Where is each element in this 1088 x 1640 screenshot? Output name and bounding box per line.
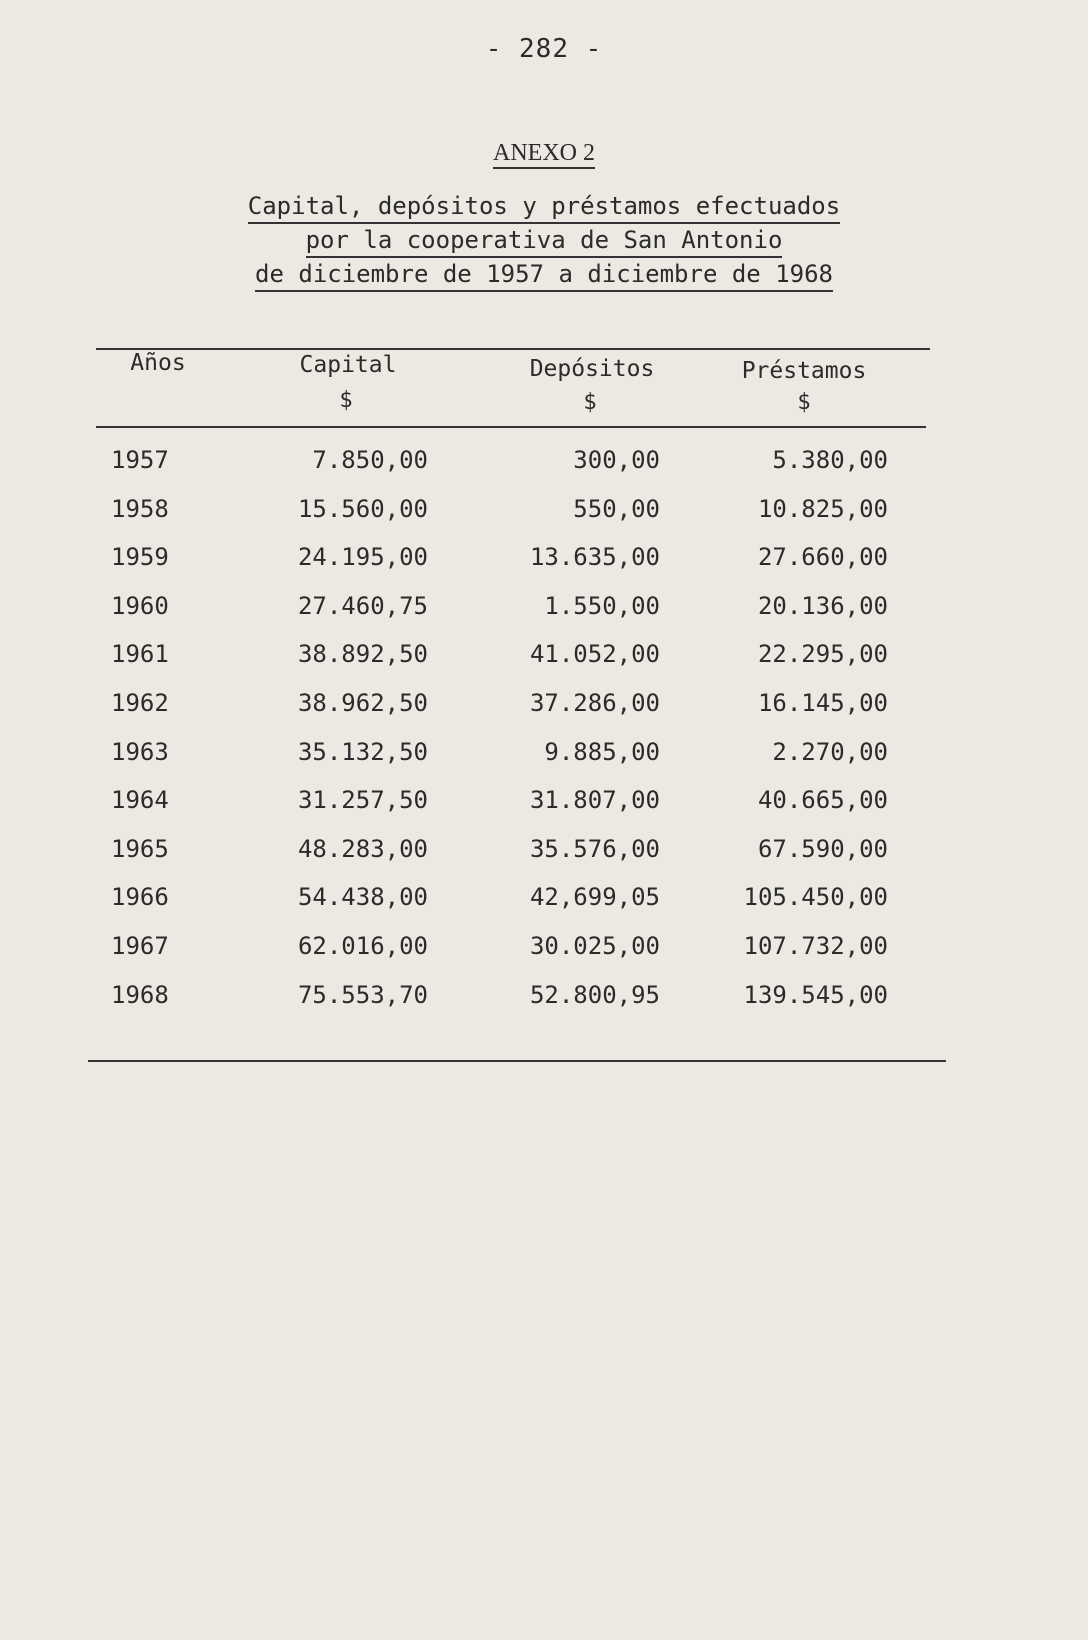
capital-cell: 38.962,50 (297, 688, 428, 717)
year-cell: 1963 (111, 737, 169, 766)
column-header-depositos: Depósitos (529, 356, 655, 382)
depositos-cell: 37.286,00 (529, 688, 660, 717)
depositos-cell: 1.550,00 (544, 591, 660, 620)
table-row (0, 640, 1088, 689)
year-cell: 1962 (111, 688, 169, 717)
depositos-cell: 550,00 (573, 494, 660, 523)
prestamos-cell: 16.145,00 (757, 688, 888, 717)
table-row (0, 738, 1088, 787)
prestamos-cell: 5.380,00 (772, 446, 888, 474)
table-bottom-rule (88, 1060, 946, 1062)
year-cell: 1966 (111, 883, 169, 912)
column-unit-capital: $ (339, 388, 353, 413)
capital-cell: 31.257,50 (297, 786, 428, 815)
table-row (0, 835, 1088, 884)
depositos-cell: 9.885,00 (544, 737, 660, 766)
page-number: - 282 - (485, 34, 603, 64)
prestamos-cell: 20.136,00 (757, 591, 888, 620)
depositos-cell: 300,00 (573, 446, 660, 474)
depositos-cell: 42,699,05 (529, 883, 660, 912)
column-unit-depositos: $ (583, 390, 597, 415)
capital-cell: 75.553,70 (297, 980, 428, 1009)
prestamos-cell: 107.732,00 (743, 931, 888, 960)
prestamos-cell: 105.450,00 (743, 883, 888, 912)
annex-title-text: ANEXO 2 (493, 140, 595, 169)
depositos-cell: 41.052,00 (529, 640, 660, 669)
table-row (0, 543, 1088, 592)
capital-cell: 62.016,00 (297, 931, 428, 960)
table-body (0, 446, 1088, 1029)
year-cell: 1967 (111, 931, 169, 960)
prestamos-cell: 27.660,00 (757, 543, 888, 572)
table-row (0, 592, 1088, 641)
table-row (0, 981, 1088, 1030)
depositos-cell: 35.576,00 (529, 834, 660, 863)
year-cell: 1959 (111, 543, 169, 572)
column-header-prestamos: Préstamos (741, 358, 867, 384)
year-cell: 1958 (111, 494, 169, 523)
year-cell: 1960 (111, 591, 169, 620)
table-row (0, 495, 1088, 544)
year-cell: 1957 (111, 446, 169, 474)
capital-cell: 24.195,00 (297, 543, 428, 572)
year-cell: 1968 (111, 980, 169, 1009)
table-title-line-3 (0, 262, 1088, 286)
annex-title (0, 140, 1088, 167)
capital-cell: 54.438,00 (297, 883, 428, 912)
depositos-cell: 31.807,00 (529, 786, 660, 815)
table-row (0, 446, 1088, 495)
table-title-line-2 (0, 228, 1088, 252)
table-title-line-2-text: por la cooperativa de San Antonio (306, 226, 783, 258)
year-cell: 1961 (111, 640, 169, 669)
table-title-line-3-text: de diciembre de 1957 a diciembre de 1968 (255, 260, 833, 292)
prestamos-cell: 22.295,00 (757, 640, 888, 669)
year-cell: 1965 (111, 834, 169, 863)
capital-cell: 15.560,00 (297, 494, 428, 523)
prestamos-cell: 139.545,00 (743, 980, 888, 1009)
prestamos-cell: 10.825,00 (757, 494, 888, 523)
capital-cell: 48.283,00 (297, 834, 428, 863)
prestamos-cell: 40.665,00 (757, 786, 888, 815)
year-cell: 1964 (111, 786, 169, 815)
table-title-line-1-text: Capital, depósitos y préstamos efectuados (248, 192, 840, 224)
table-row (0, 932, 1088, 981)
table-title-line-1 (0, 194, 1088, 218)
column-header-anos: Años (130, 350, 186, 376)
table-row (0, 786, 1088, 835)
prestamos-cell: 67.590,00 (757, 834, 888, 863)
column-header-capital: Capital (299, 352, 397, 378)
capital-cell: 27.460,75 (297, 591, 428, 620)
depositos-cell: 30.025,00 (529, 931, 660, 960)
table-row (0, 883, 1088, 932)
table-header-rule (96, 426, 926, 428)
capital-cell: 35.132,50 (297, 737, 428, 766)
depositos-cell: 13.635,00 (529, 543, 660, 572)
capital-cell: 38.892,50 (297, 640, 428, 669)
table-row (0, 689, 1088, 738)
prestamos-cell: 2.270,00 (772, 737, 888, 766)
depositos-cell: 52.800,95 (529, 980, 660, 1009)
capital-cell: 7.850,00 (312, 446, 428, 474)
column-unit-prestamos: $ (797, 390, 811, 415)
